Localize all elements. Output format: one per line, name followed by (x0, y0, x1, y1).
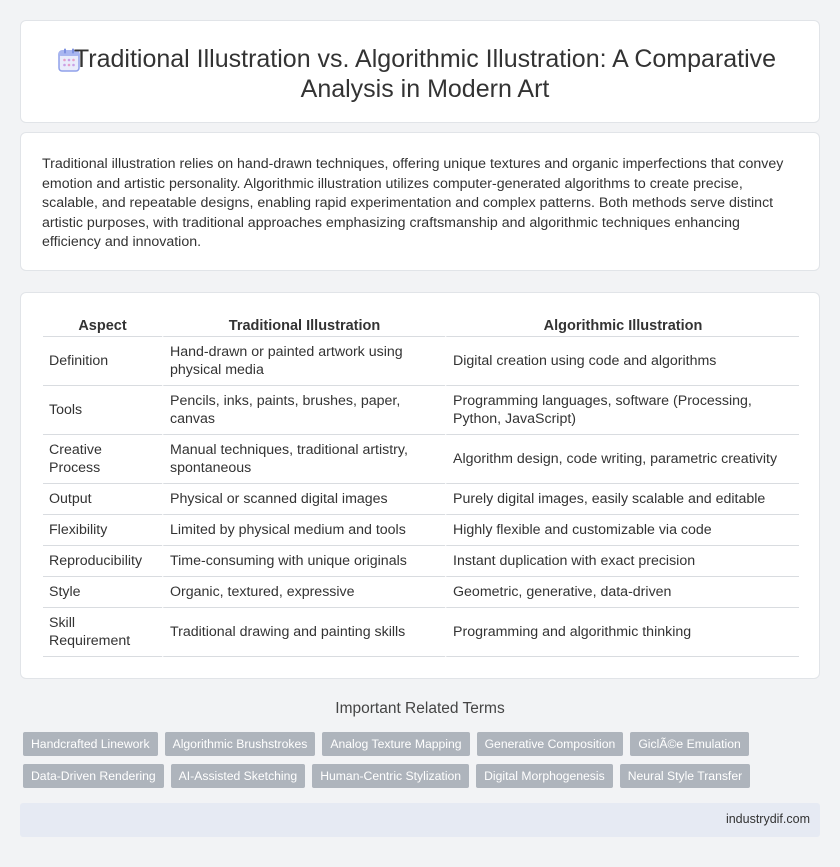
cell-aspect: Tools (43, 386, 162, 435)
related-term-tag[interactable]: Analog Texture Mapping (322, 732, 469, 756)
cell-algorithmic: Algorithm design, code writing, parametric creativity (445, 435, 799, 484)
related-terms-heading: Important Related Terms (335, 700, 505, 717)
related-term-tag[interactable]: Generative Composition (477, 732, 624, 756)
cell-traditional: Limited by physical medium and tools (162, 515, 445, 546)
cell-algorithmic: Digital creation using code and algorithms (445, 337, 799, 386)
related-term-tag[interactable]: AI-Assisted Sketching (171, 764, 306, 788)
table-row (43, 435, 799, 484)
table-row (43, 515, 799, 546)
title-card (20, 20, 820, 123)
cell-algorithmic: Programming languages, software (Processing, Python, JavaScript) (445, 386, 799, 435)
table-row (43, 484, 799, 515)
table-row (43, 608, 799, 657)
table-row (43, 337, 799, 386)
cell-aspect: Reproducibility (43, 546, 162, 577)
cell-traditional: Physical or scanned digital images (162, 484, 445, 515)
comparison-table (43, 313, 799, 657)
related-term-tag[interactable]: Human-Centric Stylization (312, 764, 469, 788)
cell-aspect: Style (43, 577, 162, 608)
tag-row (23, 764, 750, 788)
cell-aspect: Output (43, 484, 162, 515)
related-term-tag[interactable]: GiclÃ©e Emulation (630, 732, 748, 756)
cell-traditional: Hand-drawn or painted artwork using physical media (162, 337, 445, 386)
table-row (43, 577, 799, 608)
cell-traditional: Manual techniques, traditional artistry, spontaneous (162, 435, 445, 484)
intro-paragraph: Traditional illustration relies on hand-drawn techniques, offering unique textures and organic imperfections that convey emotion and artistic personality. Algorithmic illustration utilizes computer-generated algorithms to create precise, scalable, and repeatable designs, enabling rapid experimentation and complex patterns. Both methods serve distinct artistic purposes, with traditional approaches emphasizing craftsmanship and algorithmic techniques enhancing efficiency and innovation. (42, 156, 784, 250)
tag-row (23, 732, 749, 756)
header-algorithmic: Algorithmic Illustration (445, 313, 799, 337)
intro-card (20, 132, 820, 271)
cell-traditional: Pencils, inks, paints, brushes, paper, canvas (162, 386, 445, 435)
cell-traditional: Traditional drawing and painting skills (162, 608, 445, 657)
footer (20, 803, 820, 837)
cell-algorithmic: Instant duplication with exact precision (445, 546, 799, 577)
footer-site[interactable]: industrydif.com (725, 812, 810, 826)
comparison-table-card (20, 292, 820, 679)
related-term-tag[interactable]: Neural Style Transfer (620, 764, 750, 788)
cell-aspect: Skill Requirement (43, 608, 162, 657)
cell-algorithmic: Geometric, generative, data-driven (445, 577, 799, 608)
header-traditional: Traditional Illustration (162, 313, 445, 337)
cell-traditional: Organic, textured, expressive (162, 577, 445, 608)
related-term-tag[interactable]: Digital Morphogenesis (476, 764, 613, 788)
cell-algorithmic: Purely digital images, easily scalable and editable (445, 484, 799, 515)
cell-algorithmic: Programming and algorithmic thinking (445, 608, 799, 657)
cell-traditional: Time-consuming with unique originals (162, 546, 445, 577)
related-term-tag[interactable]: Algorithmic Brushstrokes (165, 732, 316, 756)
table-row (43, 386, 799, 435)
table-row (43, 546, 799, 577)
cell-aspect: Creative Process (43, 435, 162, 484)
cell-algorithmic: Highly flexible and customizable via code (445, 515, 799, 546)
cell-aspect: Flexibility (43, 515, 162, 546)
related-term-tag[interactable]: Handcrafted Linework (23, 732, 158, 756)
cell-aspect: Definition (43, 337, 162, 386)
related-term-tag[interactable]: Data-Driven Rendering (23, 764, 164, 788)
page-title: Traditional Illustration vs. Algorithmic Illustration: A Comparative Analysis in Modern Art (73, 45, 777, 103)
header-aspect: Aspect (43, 313, 162, 337)
table-header-row (43, 313, 799, 337)
